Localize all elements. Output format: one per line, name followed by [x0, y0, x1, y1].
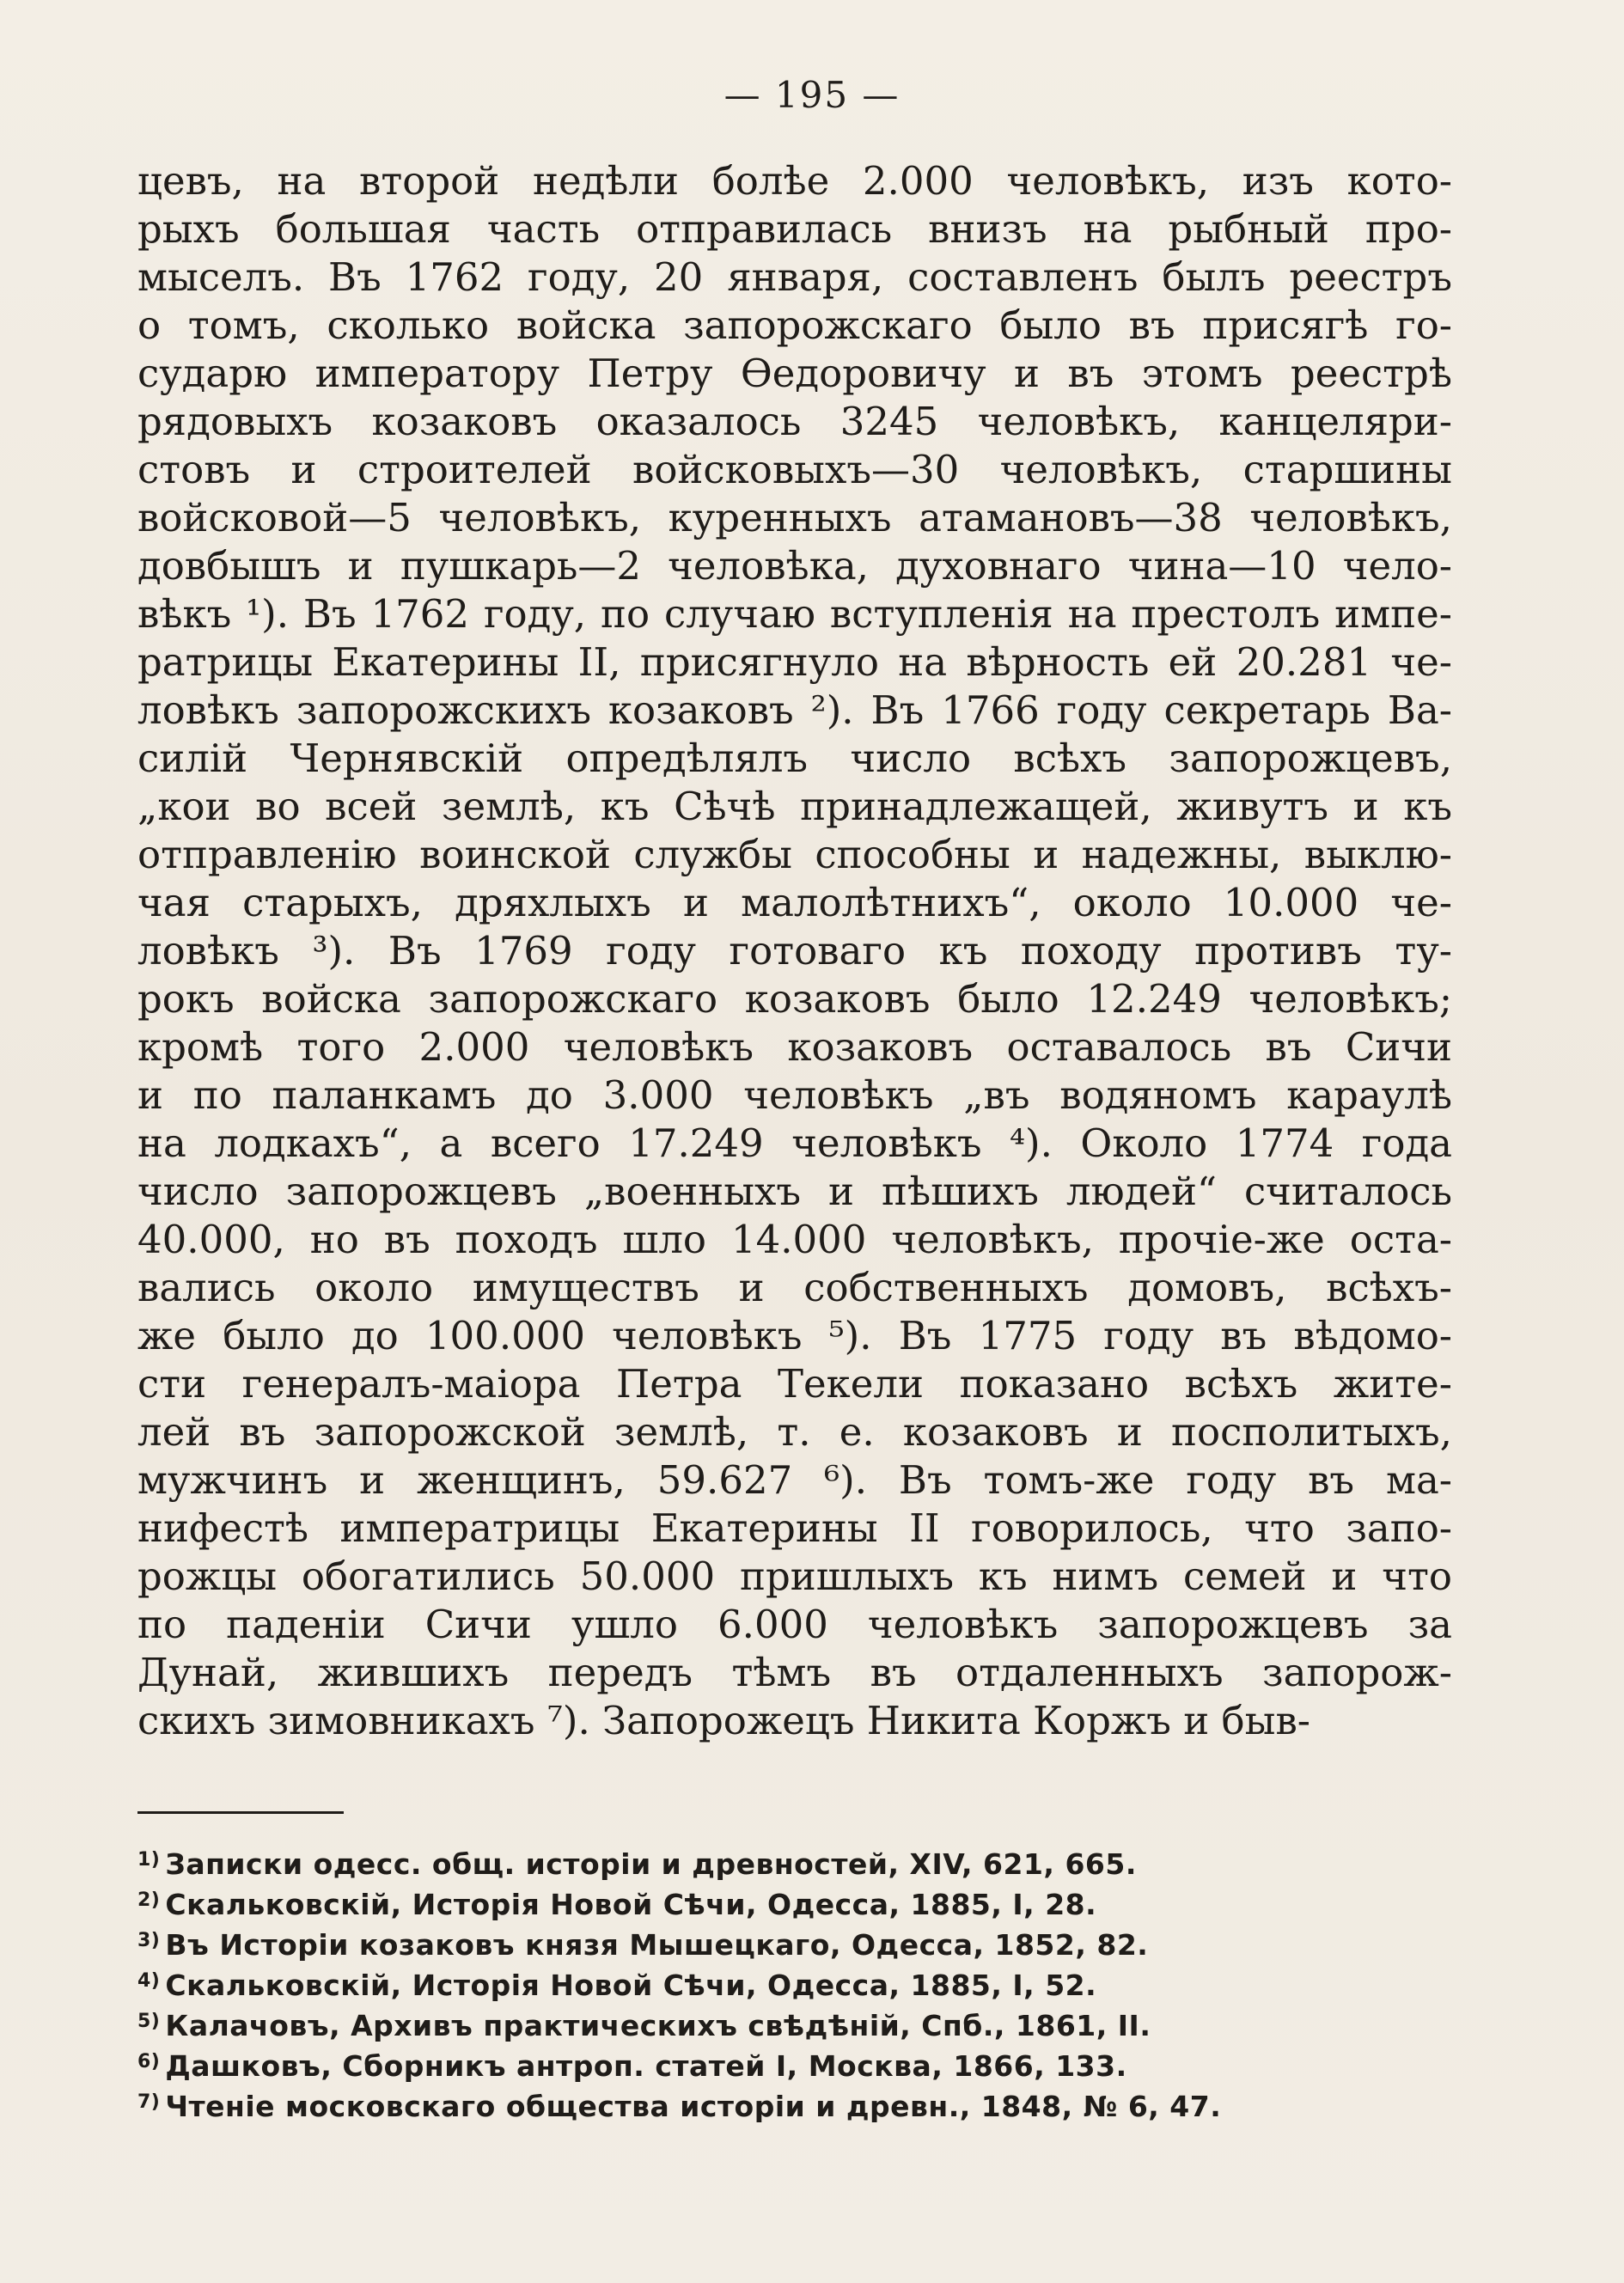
- text-line: лей въ запорожской землѣ, т. е. козаковъ и посполитыхъ,: [137, 1409, 1452, 1455]
- text-line: рыхъ большая часть отправилась внизъ на рыбный про-: [137, 206, 1452, 252]
- footnote-mark: 5): [137, 2011, 161, 2032]
- text-line: 40.000, но въ походъ шло 14.000 человѣкъ, прочіе-же оста-: [137, 1217, 1452, 1262]
- text-line: войсковой—5 человѣкъ, куренныхъ атамановъ—38 человѣкъ,: [137, 495, 1452, 540]
- text-line: довбышъ и пушкарь—2 человѣка, духовнаго чина—10 чело-: [137, 543, 1452, 589]
- footnote-text: Дашковъ, Сборникъ антроп. статей I, Москва, 1866, 133.: [165, 2049, 1127, 2083]
- text-line: кромѣ того 2.000 человѣкъ козаковъ оставалось въ Сичи: [137, 1024, 1452, 1070]
- footnote: [137, 1880, 1452, 1920]
- text-line: рокъ войска запорожскаго козаковъ было 12.249 человѣкъ;: [137, 976, 1452, 1022]
- footnote-mark: 3): [137, 1930, 161, 1951]
- footnotes: [137, 1840, 1452, 2122]
- text-line: же было до 100.000 человѣкъ ⁵). Въ 1775 году въ вѣдомо-: [137, 1313, 1452, 1358]
- text-line: ловѣкъ запорожскихъ козаковъ ²). Въ 1766 году секретарь Ва-: [137, 687, 1452, 733]
- text-line: вались около имуществъ и собственныхъ домовъ, всѣхъ-: [137, 1265, 1452, 1310]
- text-line: отправленію воинской службы способны и надежны, выклю-: [137, 832, 1452, 877]
- footnote: [137, 1920, 1452, 1961]
- footnote-text: Въ Исторіи козаковъ князя Мышецкаго, Одесса, 1852, 82.: [165, 1928, 1149, 1962]
- footnote-mark: 4): [137, 1970, 161, 1992]
- footnote-text: Записки одесс. общ. исторіи и древностей, XIV, 621, 665.: [165, 1847, 1137, 1881]
- page-number: — 195 —: [723, 74, 901, 116]
- footnote-mark: 7): [137, 2091, 161, 2113]
- text-line: мужчинъ и женщинъ, 59.627 ⁶). Въ томъ-же году въ ма-: [137, 1457, 1452, 1503]
- text-line: мыселъ. Въ 1762 году, 20 января, составленъ былъ реестръ: [137, 254, 1452, 300]
- text-line: рожцы обогатились 50.000 пришлыхъ къ нимъ семей и что: [137, 1554, 1452, 1599]
- footnote-mark: 6): [137, 2051, 161, 2072]
- text-line: по паденіи Сичи ушло 6.000 человѣкъ запорожцевъ за: [137, 1602, 1452, 1647]
- text-line: число запорожцевъ „военныхъ и пѣшихъ людей“ считалось: [137, 1169, 1452, 1214]
- text-line: рядовыхъ козаковъ оказалось 3245 человѣкъ, канцеляри-: [137, 399, 1452, 444]
- footnote: [137, 1840, 1452, 1880]
- text-line: „кои во всей землѣ, къ Сѣчѣ принадлежащей, живутъ и къ: [137, 784, 1452, 829]
- text-line: вѣкъ ¹). Въ 1762 году, по случаю вступленія на престолъ импе-: [137, 591, 1452, 637]
- footnote-text: Скальковскій, Исторія Новой Сѣчи, Одесса, 1885, I, 52.: [165, 1969, 1097, 2002]
- footnote-text: Калачовъ, Архивъ практическихъ свѣдѣній, Спб., 1861, II.: [165, 2009, 1151, 2042]
- footnote-separator: [137, 1811, 344, 1814]
- footnote-mark: 1): [137, 1849, 161, 1871]
- footnote-text: Скальковскій, Исторія Новой Сѣчи, Одесса, 1885, I, 28.: [165, 1888, 1097, 1921]
- text-line: стовъ и строителей войсковыхъ—30 человѣкъ, старшины: [137, 447, 1452, 492]
- body-text: [137, 157, 1452, 1745]
- footnote: [137, 2082, 1452, 2122]
- text-line: ратрицы Екатерины II, присягнуло на вѣрность ей 20.281 че-: [137, 639, 1452, 685]
- footnote: [137, 1961, 1452, 2001]
- text-line: Дунай, жившихъ передъ тѣмъ въ отдаленныхъ запорож-: [137, 1650, 1452, 1695]
- text-line: нифестѣ императрицы Екатерины II говорилось, что запо-: [137, 1505, 1452, 1551]
- text-line: силій Чернявскій опредѣлялъ число всѣхъ запорожцевъ,: [137, 736, 1452, 781]
- footnote: [137, 2001, 1452, 2042]
- text-line: на лодкахъ“, а всего 17.249 человѣкъ ⁴). Около 1774 года: [137, 1120, 1452, 1166]
- text-line: и по паланкамъ до 3.000 человѣкъ „въ водяномъ караулѣ: [137, 1072, 1452, 1118]
- text-line: сти генералъ-маіора Петра Текели показано всѣхъ жите-: [137, 1361, 1452, 1407]
- text-line: скихъ зимовникахъ ⁷). Запорожецъ Никита Коржъ и быв-: [137, 1698, 1310, 1743]
- text-line: чая старыхъ, дряхлыхъ и малолѣтнихъ“, около 10.000 че-: [137, 880, 1452, 925]
- text-line: сударю императору Петру Ѳедоровичу и въ этомъ реестрѣ: [137, 351, 1452, 396]
- text-line: о томъ, сколько войска запорожскаго было въ присягѣ го-: [137, 302, 1452, 348]
- footnote-mark: 2): [137, 1889, 161, 1911]
- text-line: цевъ, на второй недѣли болѣе 2.000 человѣкъ, изъ кото-: [137, 158, 1452, 204]
- footnote: [137, 2042, 1452, 2082]
- footnote-text: Чтеніе московскаго общества исторіи и древн., 1848, № 6, 47.: [165, 2090, 1222, 2123]
- text-line: ловѣкъ ³). Въ 1769 году готоваго къ походу противъ ту-: [137, 928, 1452, 974]
